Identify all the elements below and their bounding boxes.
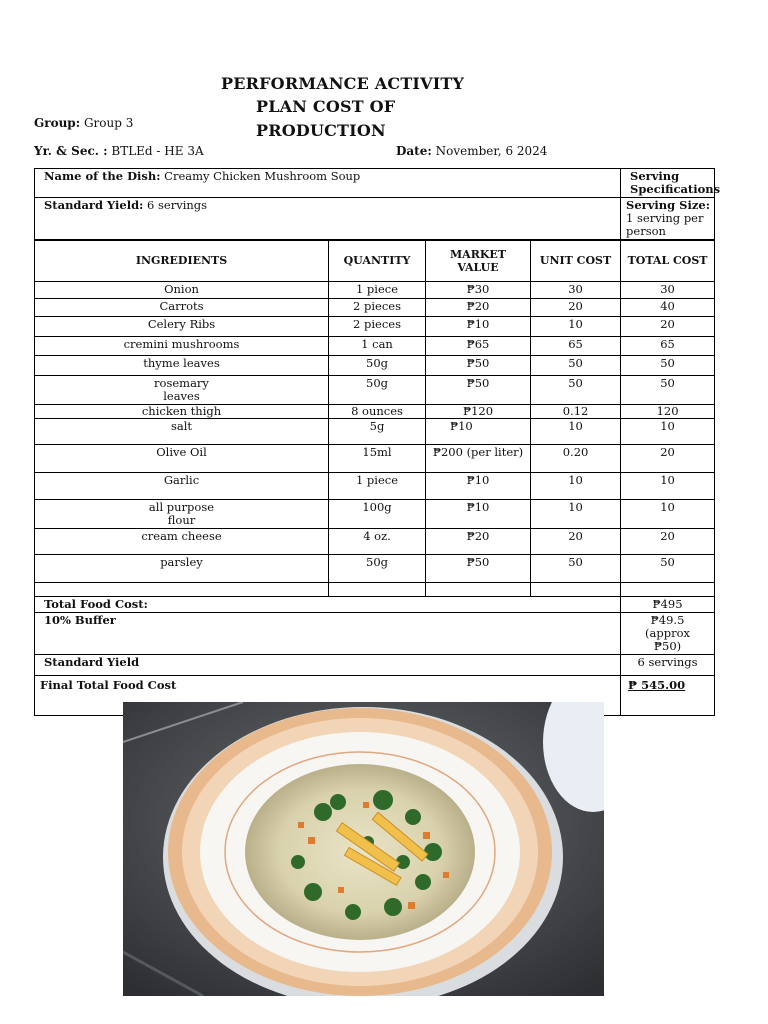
ingredient-name: Celery Ribs xyxy=(35,316,329,336)
ingredient-name: cremini mushrooms xyxy=(35,336,329,355)
yield-label: Standard Yield: xyxy=(44,198,144,212)
ingredient-total: 10 xyxy=(621,472,715,499)
ingredient-qty: 50g xyxy=(329,375,426,404)
table-row xyxy=(35,499,715,528)
group-value: Group 3 xyxy=(83,116,134,130)
yrsec-value: BTLEd - HE 3A xyxy=(111,144,204,158)
ingredient-qty: 100g xyxy=(329,499,426,528)
ingredient-name xyxy=(35,375,329,404)
ingredient-total: 50 xyxy=(621,375,715,404)
ingredient-total: 50 xyxy=(621,355,715,375)
ingredient-market: ₱10 xyxy=(426,472,531,499)
yield-value: 6 servings xyxy=(147,198,208,212)
standard-yield-label: Standard Yield xyxy=(35,654,621,675)
ingredient-qty: 2 pieces xyxy=(329,316,426,336)
ingredient-market: ₱30 xyxy=(426,281,531,298)
ingredient-unit: 20 xyxy=(531,298,621,316)
date-value: November, 6 2024 xyxy=(435,144,548,158)
title-line-1: PERFORMANCE ACTIVITY xyxy=(221,74,465,93)
ingredient-qty: 1 piece xyxy=(329,472,426,499)
ingredient-total: 20 xyxy=(621,316,715,336)
ingredient-total: 50 xyxy=(621,554,715,582)
table-row xyxy=(35,404,715,418)
title-line-3: PRODUCTION xyxy=(256,121,386,140)
ingredient-name xyxy=(35,499,329,528)
col-total-cost: TOTAL COST xyxy=(621,240,715,281)
col-quantity: QUANTITY xyxy=(329,240,426,281)
buffer-label: 10% Buffer xyxy=(35,612,621,654)
dish-name-label: Name of the Dish: xyxy=(44,169,161,183)
ingredient-market: ₱120 xyxy=(426,404,531,418)
table-row xyxy=(35,298,715,316)
table-row xyxy=(35,316,715,336)
column-header-row xyxy=(35,240,715,281)
table-row xyxy=(35,528,715,554)
table-row xyxy=(35,472,715,499)
ingredient-market: ₱10 xyxy=(426,418,531,444)
buffer-row xyxy=(35,612,715,654)
ingredient-total: 65 xyxy=(621,336,715,355)
ingredient-unit: 30 xyxy=(531,281,621,298)
date-label: Date: xyxy=(396,144,432,158)
final-total-label: Final Total Food Cost xyxy=(35,675,621,715)
col-ingredients: INGREDIENTS xyxy=(35,240,329,281)
ingredient-unit: 0.20 xyxy=(531,444,621,472)
ingredient-unit: 65 xyxy=(531,336,621,355)
ingredient-name-text: rosemary leaves xyxy=(154,375,209,403)
ingredient-total: 10 xyxy=(621,418,715,444)
ingredient-market: ₱10 xyxy=(426,499,531,528)
ingredient-qty: 4 oz. xyxy=(329,528,426,554)
ingredient-unit: 10 xyxy=(531,316,621,336)
ingredient-name: Garlic xyxy=(35,472,329,499)
ingredient-name: parsley xyxy=(35,554,329,582)
buffer-value xyxy=(621,612,715,654)
col-market-value: MARKET VALUE xyxy=(426,240,531,281)
standard-yield-row xyxy=(35,654,715,675)
ingredient-total: 10 xyxy=(621,499,715,528)
ingredient-name: Carrots xyxy=(35,298,329,316)
ingredient-name-text: all purpose flour xyxy=(148,499,215,527)
date-field xyxy=(396,144,547,158)
yrsec-label: Yr. & Sec. : xyxy=(34,144,108,158)
ingredient-total: 20 xyxy=(621,528,715,554)
ingredient-qty: 50g xyxy=(329,554,426,582)
table-row xyxy=(35,281,715,298)
ingredient-unit: 50 xyxy=(531,554,621,582)
ingredient-unit: 10 xyxy=(531,499,621,528)
serving-specs-label: Serving Specifications xyxy=(621,169,715,198)
ingredient-qty: 1 can xyxy=(329,336,426,355)
ingredient-qty: 8 ounces xyxy=(329,404,426,418)
standard-yield-value: 6 servings xyxy=(621,654,715,675)
ingredient-qty: 15ml xyxy=(329,444,426,472)
title-line-2: PLAN COST OF xyxy=(256,97,396,116)
ingredient-unit: 50 xyxy=(531,355,621,375)
table-row xyxy=(35,418,715,444)
ingredient-total: 30 xyxy=(621,281,715,298)
serving-size-label: Serving Size: xyxy=(626,198,710,212)
ingredient-market: ₱20 xyxy=(426,298,531,316)
ingredient-qty: 5g xyxy=(329,418,426,444)
ingredient-qty: 1 piece xyxy=(329,281,426,298)
empty-row xyxy=(35,582,715,596)
ingredient-unit: 0.12 xyxy=(531,404,621,418)
ingredient-qty: 2 pieces xyxy=(329,298,426,316)
ingredient-unit: 10 xyxy=(531,472,621,499)
dish-name-row xyxy=(35,169,715,198)
table-row xyxy=(35,554,715,582)
ingredient-market: ₱10 xyxy=(426,316,531,336)
total-food-cost-row xyxy=(35,596,715,612)
table-row xyxy=(35,336,715,355)
buffer-value-text: ₱49.5 (approx ₱50) xyxy=(645,612,691,653)
ingredient-qty: 50g xyxy=(329,355,426,375)
ingredient-total: 20 xyxy=(621,444,715,472)
serving-size-value: 1 serving per person xyxy=(626,211,704,238)
yrsec-field xyxy=(34,144,204,158)
group-label: Group: xyxy=(34,116,81,130)
ingredient-unit: 20 xyxy=(531,528,621,554)
ingredient-market: ₱200 (per liter) xyxy=(426,444,531,472)
ingredient-name: chicken thigh xyxy=(35,404,329,418)
cost-table xyxy=(34,168,721,716)
dish-photo xyxy=(123,702,604,996)
ingredient-name: Olive Oil xyxy=(35,444,329,472)
ingredient-market: ₱50 xyxy=(426,554,531,582)
total-food-cost-value: ₱495 xyxy=(621,596,715,612)
ingredient-market: ₱50 xyxy=(426,375,531,404)
table-row xyxy=(35,444,715,472)
ingredient-name: cream cheese xyxy=(35,528,329,554)
ingredient-market: ₱20 xyxy=(426,528,531,554)
ingredient-name: thyme leaves xyxy=(35,355,329,375)
dish-name-cell xyxy=(35,169,621,198)
final-total-value: ₱ 545.00 xyxy=(621,675,715,715)
ingredient-market: ₱65 xyxy=(426,336,531,355)
group-field xyxy=(34,116,133,130)
table-row xyxy=(35,375,715,404)
ingredient-total: 40 xyxy=(621,298,715,316)
dish-name-value: Creamy Chicken Mushroom Soup xyxy=(164,169,361,183)
ingredient-unit: 10 xyxy=(531,418,621,444)
table-row xyxy=(35,355,715,375)
col-unit-cost: UNIT COST xyxy=(531,240,621,281)
ingredient-total: 120 xyxy=(621,404,715,418)
soup-bowl-illustration xyxy=(123,702,604,996)
yield-row xyxy=(35,198,715,241)
ingredient-name: salt xyxy=(35,418,329,444)
yield-cell xyxy=(35,198,621,241)
ingredient-unit: 50 xyxy=(531,375,621,404)
ingredient-market: ₱50 xyxy=(426,355,531,375)
total-food-cost-label: Total Food Cost: xyxy=(35,596,621,612)
serving-size-cell xyxy=(621,198,715,241)
ingredient-name: Onion xyxy=(35,281,329,298)
